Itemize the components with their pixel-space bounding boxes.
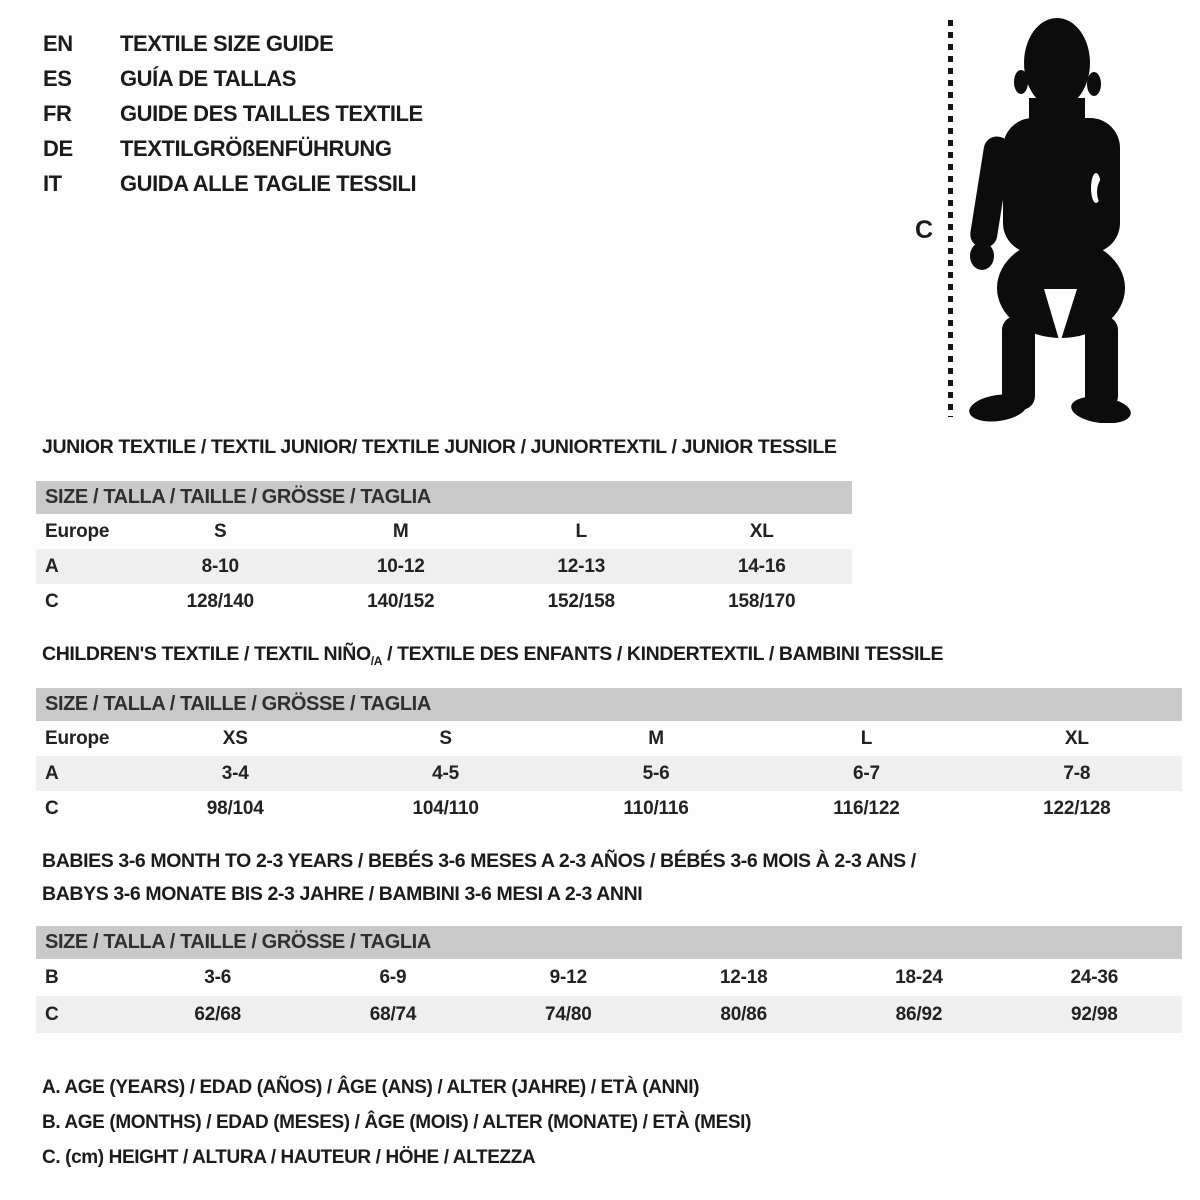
language-row-fr <box>43 96 423 131</box>
table-cell: 10-12 <box>376 555 425 577</box>
section-title-junior: JUNIOR TEXTILE / TEXTIL JUNIOR/ TEXTILE JUNIOR / JUNIORTEXTIL / JUNIOR TESSILE <box>42 436 837 458</box>
junior-size-table <box>36 481 852 619</box>
language-code: IT <box>43 170 62 196</box>
language-code: FR <box>43 100 72 126</box>
toddler-silhouette <box>965 18 1135 423</box>
legend-line-c: C. (cm) HEIGHT / ALTURA / HAUTEUR / HÖHE / ALTEZZA <box>42 1146 536 1168</box>
table-cell: 68/74 <box>369 1003 417 1025</box>
row-label-cell: A <box>45 762 59 784</box>
table-cell: L <box>575 520 587 542</box>
table-row-age <box>36 549 852 584</box>
silhouette-ear-left <box>1014 70 1028 94</box>
language-title: GUIDA ALLE TAGLIE TESSILI <box>120 170 417 196</box>
legend <box>42 1070 751 1175</box>
table-cell: 3-4 <box>221 762 249 784</box>
table-row-height <box>36 791 1182 826</box>
table-cell: 128/140 <box>186 590 254 612</box>
table-cell: 6-9 <box>379 966 407 988</box>
silhouette-hand-left <box>970 242 994 270</box>
babies-size-table <box>36 926 1182 1033</box>
language-title: GUIDE DES TAILLES TEXTILE <box>120 100 423 126</box>
silhouette-ear-right <box>1087 72 1101 96</box>
table-cell: 4-5 <box>432 762 460 784</box>
language-row-de <box>43 131 423 166</box>
silhouette-hand-right <box>1097 176 1117 208</box>
table-cell: M <box>648 727 664 749</box>
table-cell: XL <box>1064 727 1089 749</box>
section-title-children <box>42 643 943 668</box>
children-size-table <box>36 688 1182 826</box>
table-cell: 9-12 <box>549 966 587 988</box>
row-label-cell: C <box>45 1003 59 1025</box>
table-row-europe <box>36 721 1182 756</box>
table-cell: 140/152 <box>367 590 435 612</box>
table-cell: M <box>392 520 409 542</box>
row-label-cell: Europe <box>45 520 110 542</box>
section-title-children-pre: CHILDREN'S TEXTILE / TEXTIL NIÑO <box>42 643 371 665</box>
table-cell: 104/110 <box>412 797 479 819</box>
size-header-bar: SIZE / TALLA / TAILLE / GRÖSSE / TAGLIA <box>36 688 1182 721</box>
language-title: TEXTILGRÖßENFÜHRUNG <box>120 135 392 161</box>
table-cell: 152/158 <box>547 590 615 612</box>
table-cell: 24-36 <box>1070 966 1119 988</box>
table-cell: S <box>439 727 452 749</box>
language-row-it <box>43 166 423 201</box>
table-cell: 12-18 <box>719 966 768 988</box>
table-cell: 62/68 <box>194 1003 241 1025</box>
table-cell: 6-7 <box>852 762 880 784</box>
size-header-bar: SIZE / TALLA / TAILLE / GRÖSSE / TAGLIA <box>36 481 852 514</box>
table-cell: 110/116 <box>623 797 689 819</box>
row-label-cell: A <box>45 555 59 577</box>
table-cell: 116/122 <box>833 797 900 819</box>
table-cell: S <box>214 520 227 542</box>
table-cell: XL <box>749 520 774 542</box>
silhouette-foot-right <box>1070 393 1133 423</box>
language-row-en <box>43 26 423 61</box>
row-label-cell: C <box>45 797 59 819</box>
silhouette-leg-right <box>1085 316 1118 410</box>
language-title: GUÍA DE TALLAS <box>120 65 296 91</box>
table-cell: 92/98 <box>1071 1003 1118 1025</box>
row-label-cell: C <box>45 590 59 612</box>
table-row-age <box>36 756 1182 791</box>
table-row-height <box>36 996 1182 1033</box>
table-cell: 98/104 <box>206 797 264 819</box>
language-title: TEXTILE SIZE GUIDE <box>120 30 334 56</box>
table-cell: 14-16 <box>737 555 786 577</box>
table-cell: 80/86 <box>720 1003 767 1025</box>
language-title-list <box>43 26 423 201</box>
table-cell: 86/92 <box>895 1003 943 1025</box>
table-cell: 12-13 <box>557 555 606 577</box>
language-row-es <box>43 61 423 96</box>
silhouette-head <box>1024 18 1090 108</box>
table-cell: L <box>860 727 873 749</box>
table-cell: 3-6 <box>204 966 232 988</box>
language-code: EN <box>43 30 73 56</box>
table-row-months <box>36 959 1182 996</box>
table-row-europe <box>36 514 852 549</box>
language-code: ES <box>43 65 72 91</box>
table-cell: 8-10 <box>201 555 239 577</box>
row-label-cell: B <box>45 966 59 988</box>
height-measure-label: C <box>915 216 934 244</box>
table-cell: 7-8 <box>1063 762 1091 784</box>
language-code: DE <box>43 135 73 161</box>
table-cell: 18-24 <box>895 966 943 988</box>
legend-line-a: A. AGE (YEARS) / EDAD (AÑOS) / ÂGE (ANS) / ALTER (JAHRE) / ETÀ (ANNI) <box>42 1076 700 1098</box>
legend-line-b: B. AGE (MONTHS) / EDAD (MESES) / ÂGE (MOIS) / ALTER (MONATE) / ETÀ (MESI) <box>42 1111 752 1133</box>
row-label-cell: Europe <box>45 727 110 749</box>
section-title-babies-line1: BABIES 3-6 MONTH TO 2-3 YEARS / BEBÉS 3-6 MESES A 2-3 AÑOS / BÉBÉS 3-6 MOIS À 2-3 ANS / <box>42 850 916 872</box>
section-title-babies-line2: BABYS 3-6 MONATE BIS 2-3 JAHRE / BAMBINI 3-6 MESI A 2-3 ANNI <box>42 883 643 905</box>
table-cell: 158/170 <box>728 590 796 612</box>
table-cell: 5-6 <box>642 762 670 784</box>
height-measure-dashed-line <box>948 20 953 417</box>
table-cell: 74/80 <box>545 1003 592 1025</box>
table-row-height <box>36 584 852 619</box>
section-title-children-post: / TEXTILE DES ENFANTS / KINDERTEXTIL / BAMBINI TESSILE <box>382 643 944 665</box>
table-cell: XS <box>222 727 248 749</box>
section-title-children-sub: /A <box>370 653 383 668</box>
size-header-bar: SIZE / TALLA / TAILLE / GRÖSSE / TAGLIA <box>36 926 1182 959</box>
table-cell: 122/128 <box>1043 797 1111 819</box>
